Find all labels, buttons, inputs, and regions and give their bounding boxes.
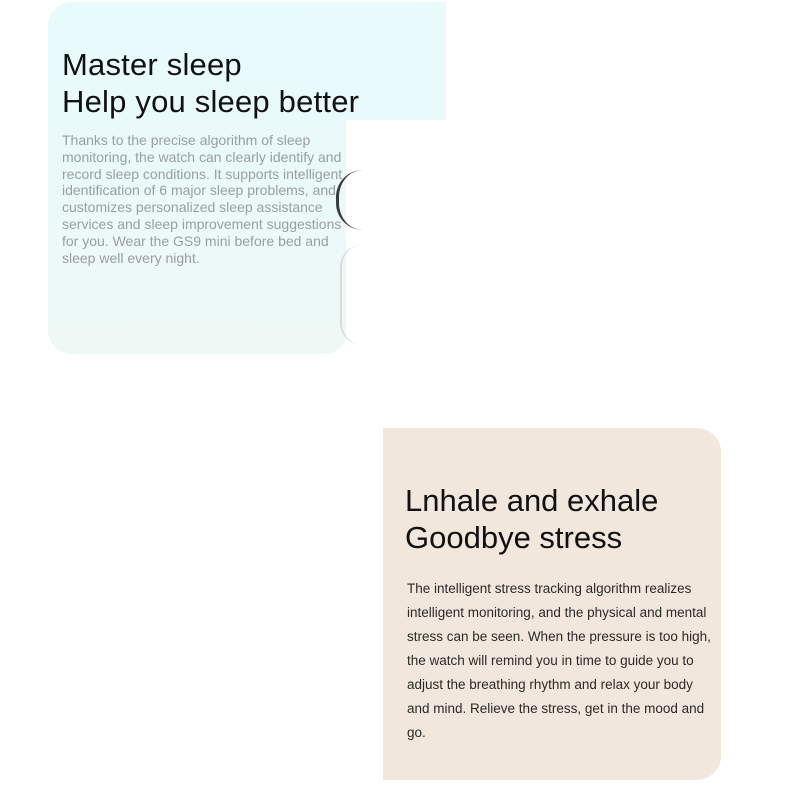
sleep-description: Thanks to the precise algorithm of sleep monitoring, the watch can clearly identify and record sleep conditions. It supports intelligent identification of 6 major sleep problems, and customizes personalized sleep assistance services and sleep improvement suggestions for you. Wear the GS9 mini before bed and sleep well every night. [62,132,343,266]
sleep-heading-line1: Master sleep [62,47,242,82]
stress-heading [405,482,658,556]
stress-heading-line1: Lnhale and exhale [405,483,659,518]
image-gap [346,120,466,360]
stress-description: The intelligent stress tracking algorithm realizes intelligent monitoring, and the physical and mental stress can be seen. When the pressure is too high, the watch will remind you in time to guide you to adjust the breathing rhythm and relax your body and mind. Relieve the stress, get in the mood and go. [407,581,711,740]
sleep-heading [62,46,359,120]
sleep-heading-line2: Help you sleep better [62,84,360,119]
stress-heading-line2: Goodbye stress [405,520,623,555]
watch-band-image [340,245,362,345]
